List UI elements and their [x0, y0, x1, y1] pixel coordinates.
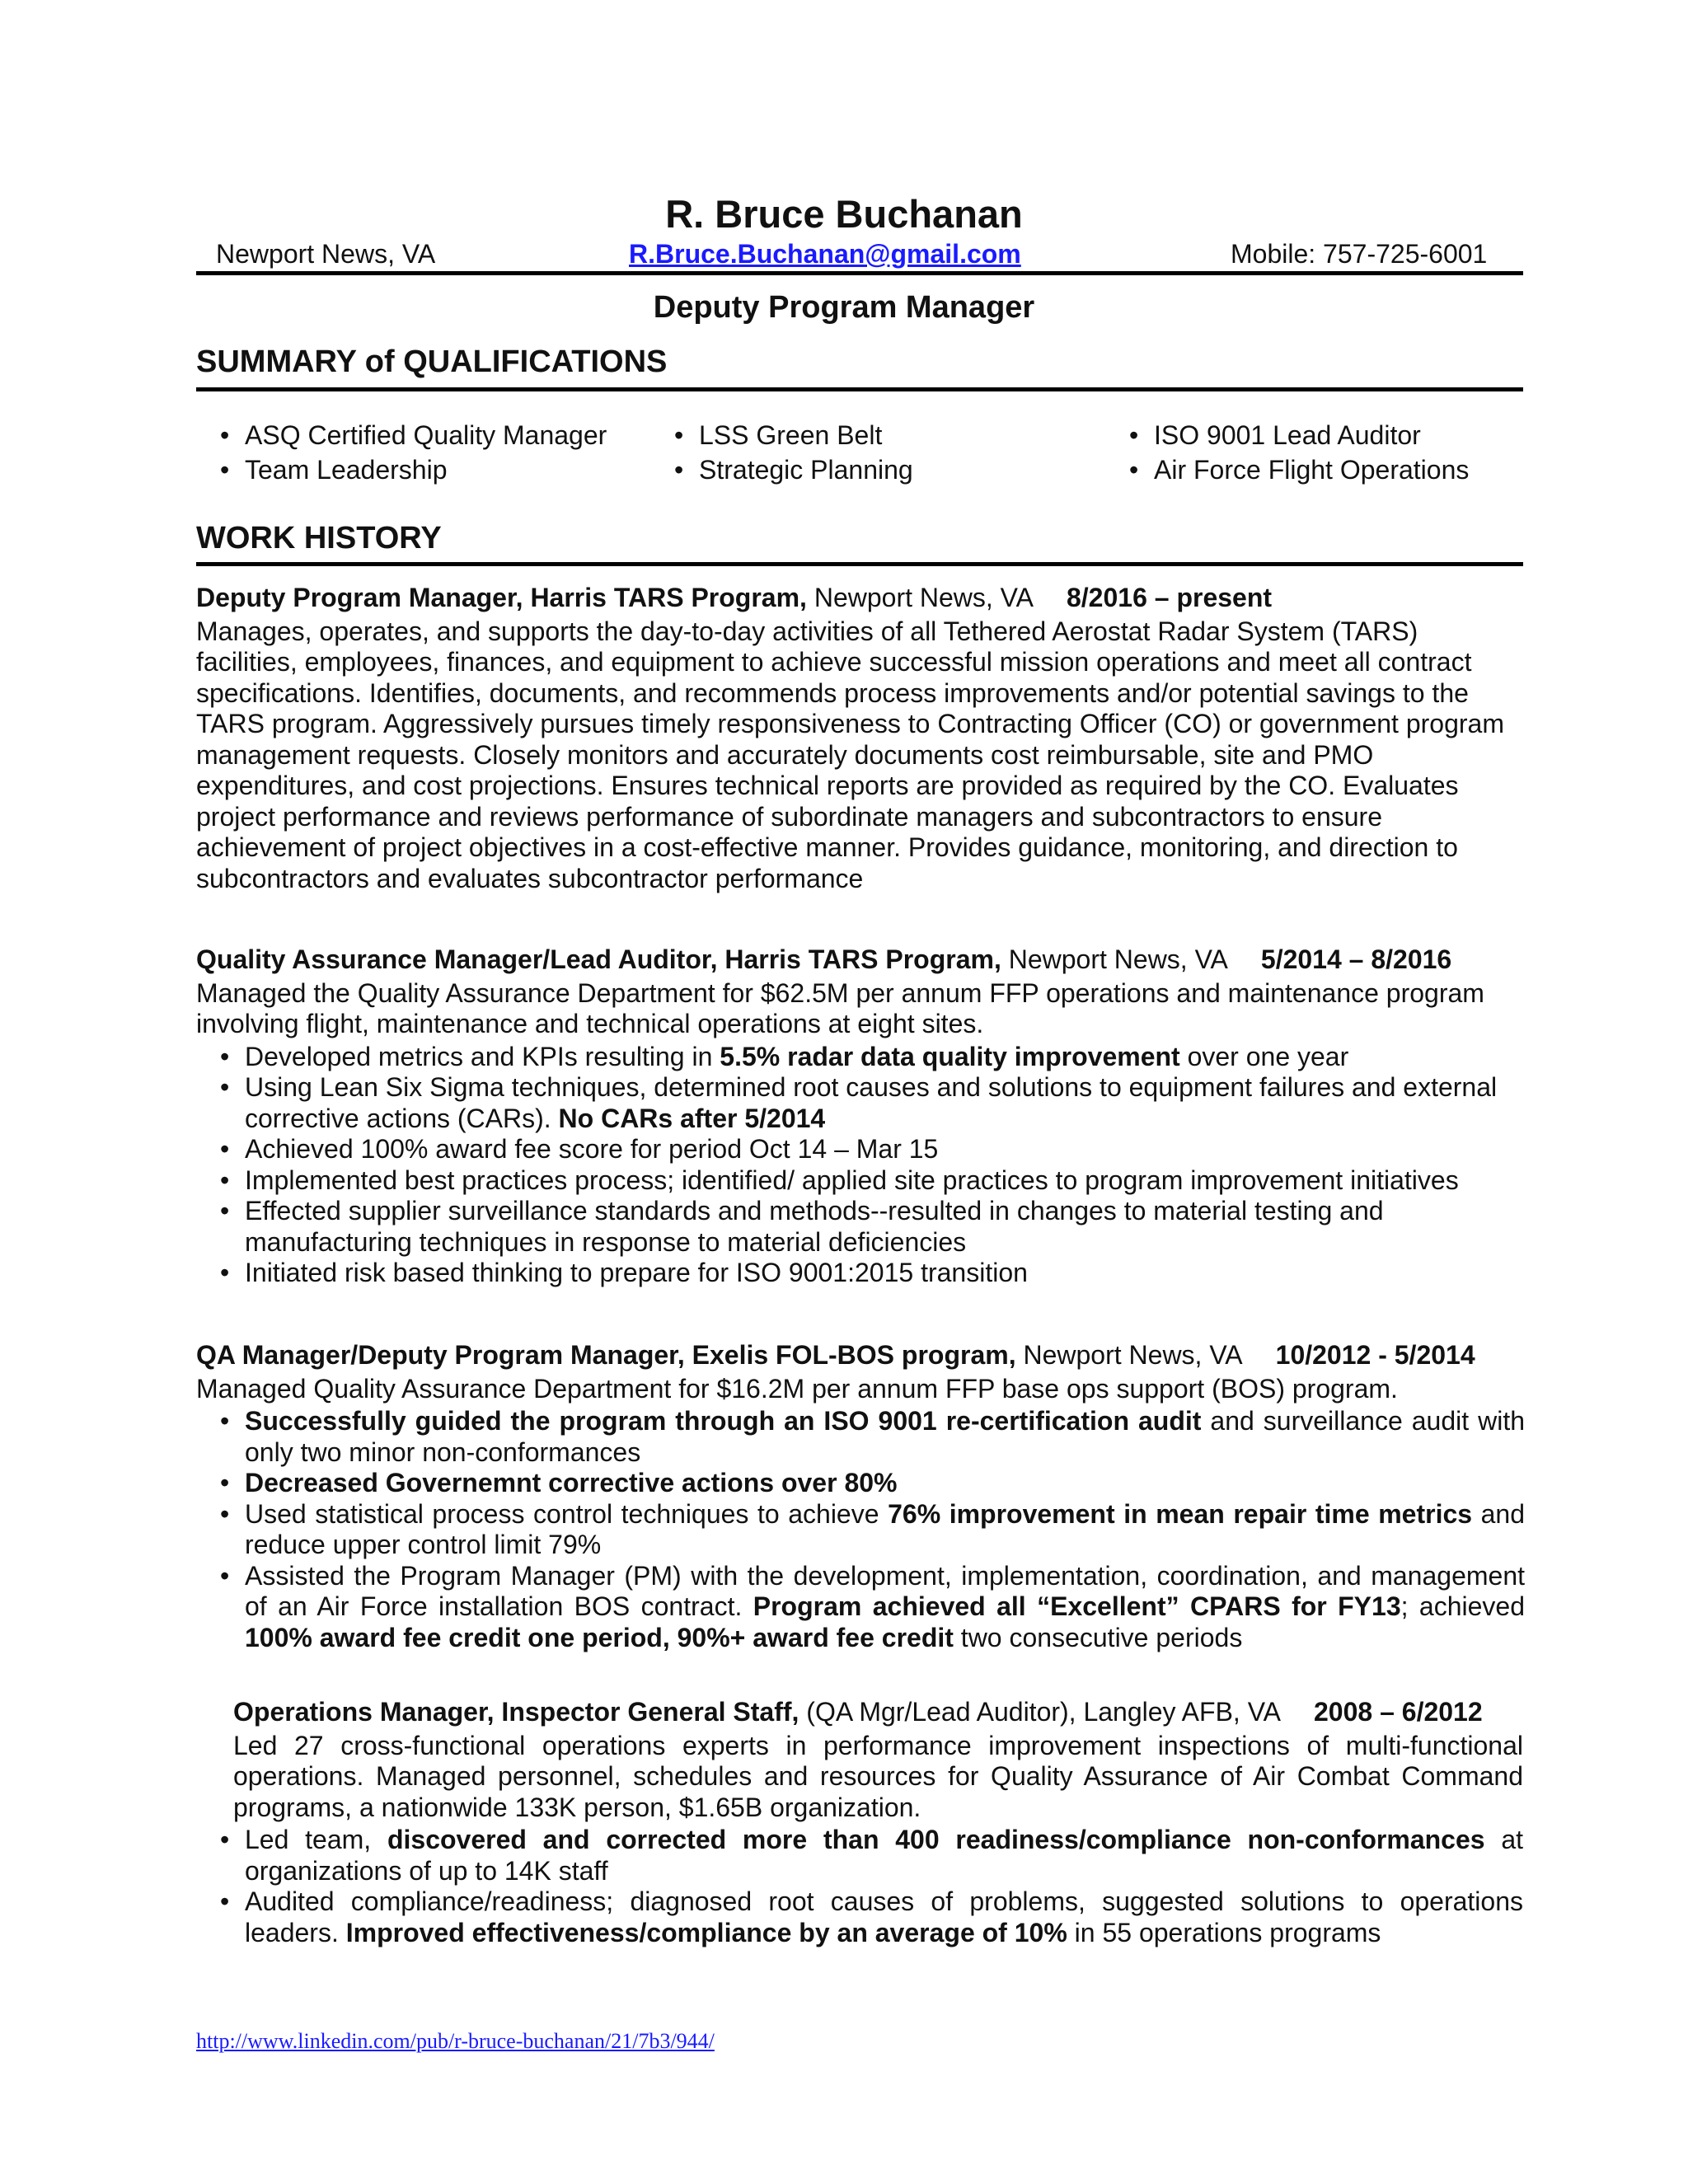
- achievement-item: [245, 1165, 1525, 1197]
- achievement-item: [245, 1072, 1525, 1134]
- skill-item: • ASQ Certified Quality Manager: [245, 420, 607, 451]
- skill-item: • Team Leadership: [245, 455, 447, 485]
- job-dates: 2008 – 6/2012: [1314, 1697, 1483, 1727]
- header-divider: [196, 271, 1523, 275]
- job-dates: 10/2012 - 5/2014: [1275, 1340, 1475, 1370]
- achievement-item: [245, 1886, 1523, 1948]
- contact-phone: Mobile: 757-725-6001: [1231, 239, 1488, 269]
- work-history-divider: [196, 562, 1523, 566]
- achievement-highlight: Successfully guided the program through an ISO 9001 re-certification audit: [245, 1406, 1202, 1436]
- achievement-text: and surveillance audit with only two minor non-conformances: [245, 1406, 1525, 1467]
- achievement-highlight: discovered and corrected more than 400 readiness/compliance non-conformances: [387, 1825, 1485, 1854]
- achievement-highlight: 76% improvement in mean repair time metrics: [888, 1498, 1473, 1529]
- job-entry: [233, 1697, 1523, 1948]
- job-entry: [196, 1340, 1525, 1653]
- achievement-highlight: 100% award fee credit one period, 90%+ award fee credit: [245, 1622, 954, 1652]
- contact-city: Newport News, VA: [216, 239, 436, 269]
- achievement-highlight: Decreased Governemnt corrective actions over 80%: [245, 1468, 898, 1497]
- skill-item: • LSS Green Belt: [699, 420, 882, 451]
- achievement-highlight: Program achieved all “Excellent” CPARS for FY13: [753, 1591, 1401, 1621]
- achievement-item: [245, 1561, 1525, 1654]
- skill-item: • Strategic Planning: [699, 455, 913, 485]
- job-dates: 8/2016 – present: [1066, 583, 1273, 612]
- achievement-item: [245, 1134, 1525, 1165]
- achievement-list: [196, 1406, 1525, 1653]
- achievement-text: ; achieved: [1400, 1591, 1526, 1621]
- job-entry: [196, 583, 1525, 894]
- target-role: Deputy Program Manager: [653, 290, 1035, 325]
- job-description: Managed Quality Assurance Department for $16.2M per annum FFP base ops support (BOS) program.: [196, 1373, 1398, 1404]
- achievement-text: in 55 operations programs: [1067, 1917, 1381, 1947]
- work-history-heading: WORK HISTORY: [196, 521, 442, 555]
- achievement-text: and reduce upper control limit 79%: [245, 1498, 1526, 1559]
- achievement-item: [245, 1468, 1525, 1499]
- achievement-highlight: No CARs after 5/2014: [558, 1103, 826, 1133]
- achievement-item: [245, 1406, 1525, 1468]
- candidate-name: R. Bruce Buchanan: [665, 192, 1023, 236]
- achievement-list: [196, 1042, 1525, 1289]
- achievement-text: Initiated risk based thinking to prepare for ISO 9001:2015 transition: [245, 1258, 1028, 1287]
- achievement-text: Used statistical process control techniques to achieve: [245, 1498, 889, 1529]
- job-header: [196, 583, 1525, 614]
- achievement-text: Led team,: [245, 1825, 387, 1854]
- job-description: Led 27 cross-functional operations experts in performance improvement inspections of multi-functional operations. Managed personnel, schedules and resources for Quality Assurance of Air Combat Command programs, a nationwide 133K person, $1.65B organization.: [233, 1730, 1523, 1822]
- achievement-text: at organizations of up to 14K staff: [245, 1825, 1524, 1886]
- achievement-highlight: Improved effectiveness/compliance by an average of 10%: [345, 1917, 1067, 1947]
- linkedin-link[interactable]: http://www.linkedin.com/pub/r-bruce-buchanan/21/7b3/944/: [196, 2029, 715, 2053]
- achievement-text: over one year: [1179, 1041, 1349, 1071]
- achievement-text: two consecutive periods: [953, 1622, 1243, 1652]
- job-header: [233, 1697, 1523, 1728]
- achievement-list: [233, 1825, 1523, 1948]
- achievement-item: [245, 1196, 1525, 1258]
- job-location: Newport News, VA: [806, 583, 1034, 612]
- job-dates: 5/2014 – 8/2016: [1260, 944, 1452, 974]
- job-title: Operations Manager, Inspector General Staff,: [233, 1697, 799, 1727]
- summary-divider: [196, 387, 1523, 391]
- skill-item: • ISO 9001 Lead Auditor: [1154, 420, 1421, 451]
- job-header: [196, 944, 1525, 976]
- achievement-text: Effected supplier surveillance standards and methods--resulted in changes to material testing and manufacturing techniques in response to material deficiencies: [245, 1196, 1384, 1257]
- achievement-text: Achieved 100% award fee score for period Oct 14 – Mar 15: [245, 1134, 939, 1164]
- job-title: QA Manager/Deputy Program Manager, Exelis FOL-BOS program,: [196, 1340, 1016, 1370]
- job-location: Newport News, VA: [1001, 944, 1228, 974]
- job-entry: [196, 944, 1525, 1289]
- achievement-text: Using Lean Six Sigma techniques, determined root causes and solutions to equipment failures and external corrective actions (CARs).: [245, 1072, 1498, 1133]
- job-description: Managed the Quality Assurance Department for $62.5M per annum FFP operations and maintenance program involving flight, maintenance and technical operations at eight sites.: [196, 977, 1484, 1038]
- achievement-text: Implemented best practices process; identified/ applied site practices to program improvement initiatives: [245, 1165, 1459, 1195]
- job-location: (QA Mgr/Lead Auditor), Langley AFB, VA: [799, 1697, 1281, 1727]
- job-title: Deputy Program Manager, Harris TARS Program,: [196, 583, 807, 612]
- achievement-item: [245, 1042, 1525, 1073]
- summary-heading: SUMMARY of QUALIFICATIONS: [196, 344, 668, 379]
- achievement-item: [245, 1825, 1523, 1886]
- email-link[interactable]: R.Bruce.Buchanan@gmail.com: [629, 239, 1021, 269]
- job-header: [196, 1340, 1525, 1371]
- achievement-item: [245, 1258, 1525, 1289]
- achievement-text: Audited compliance/readiness; diagnosed root causes of problems, suggested solutions to operations leaders.: [245, 1886, 1523, 1947]
- achievement-text: Developed metrics and KPIs resulting in: [245, 1041, 720, 1071]
- job-title: Quality Assurance Manager/Lead Auditor, Harris TARS Program,: [196, 944, 1001, 974]
- skills-grid: [196, 420, 1531, 494]
- skill-item: • Air Force Flight Operations: [1154, 455, 1469, 485]
- job-location: Newport News, VA: [1015, 1340, 1243, 1370]
- job-description: Manages, operates, and supports the day-to-day activities of all Tethered Aerostat Radar System (TARS) facilities, employees, finances, and equipment to achieve successful mission operations and meet all contract specifications. Identifies, documents, and recommends process improvements and/or potential savings to the TARS program. Aggressively pursues timely responsiveness to Contracting Officer (CO) or government program management requests. Closely monitors and accurately documents cost reimbursable, site and PMO expenditures, and cost projections. Ensures technical reports are provided as required by the CO. Evaluates project performance and reviews performance of subordinate managers and subcontractors to ensure achievement of project objectives in a cost-effective manner. Provides guidance, monitoring, and direction to subcontractors and evaluates subcontractor performance: [196, 616, 1504, 893]
- achievement-item: [245, 1499, 1525, 1561]
- achievement-highlight: 5.5% radar data quality improvement: [720, 1041, 1180, 1071]
- achievement-text: Assisted the Program Manager (PM) with the development, implementation, coordination, and management of an Air Force installation BOS contract.: [245, 1560, 1525, 1621]
